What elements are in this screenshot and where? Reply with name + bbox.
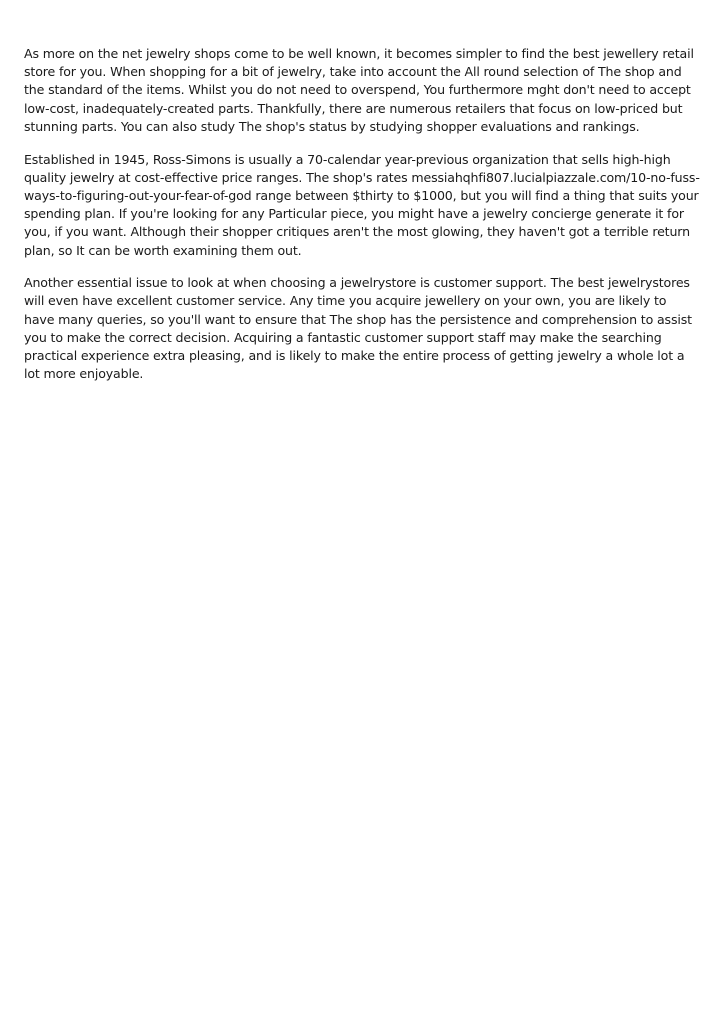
paragraph-1: As more on the net jewelry shops come to be well known, it becomes simpler to find the best jewellery retail store for you. When shopping for a bit of jewelry, take into account the All round selection of The shop and the standard of the items. Whilst you do not need to overspend, You furthermore mght don't need to accept low-cost, inadequately-created parts. Thankfully, there are numerous retailers that focus on low-priced but stunning parts. You can also study The shop's status by studying shopper evaluations and rankings. [24, 46, 694, 134]
paragraph-2: Established in 1945, Ross-Simons is usually a 70-calendar year-previous organization that sells high-high quality jewelry at cost-effective price ranges. The shop's rates messiahqhfi807.lucialpiazzale.com/10-no-fuss-ways-to-figuring-out-your-fear-of-god range between $thirty to $1000, but you will find a thing that suits your spending plan. If you're looking for any Particular piece, you might have a jewelry concierge generate it for you, if you want. Although their shopper critiques aren't the most glowing, they haven't got a terrible return plan, so It can be worth examining them out. [24, 151, 700, 258]
article-body [24, 45, 700, 398]
paragraph-3: Another essential issue to look at when choosing a jewelrystore is customer support. The best jewelrystores will even have excellent customer service. Any time you acquire jewellery on your own, you are likely to have many queries, so you'll want to ensure that The shop has the persistence and comprehension to assist you to make the correct decision. Acquiring a fantastic customer support staff may make the searching practical experience extra pleasing, and is likely to make the entire process of getting jewelry a whole lot a lot more enjoyable. [24, 275, 692, 382]
